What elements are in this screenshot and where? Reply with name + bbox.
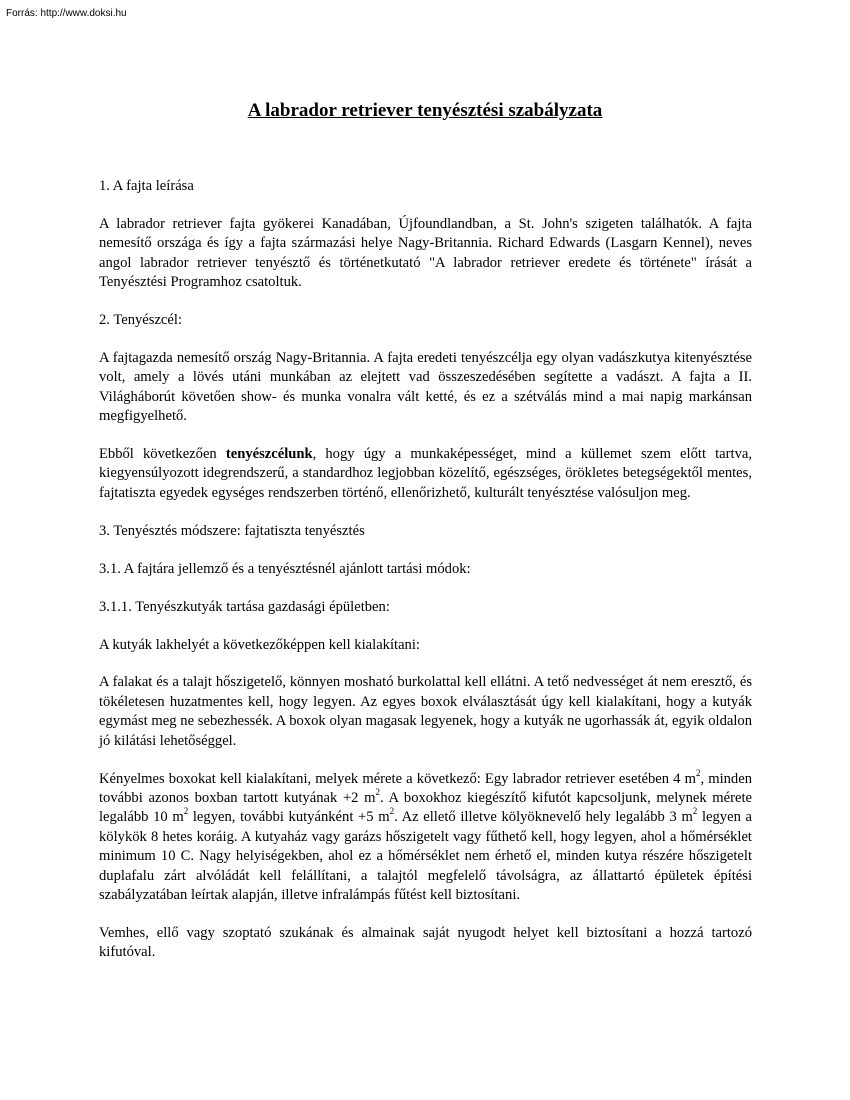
section-1-heading: 1. A fajta leírása: [99, 178, 194, 194]
superscript: 2: [183, 806, 189, 817]
text-run: , hogy úgy a munkaképességet, mind a küllemet szem előtt tartva, kiegyensúlyozott idegrendszerű, a standardhoz legjobban közelítő, egészséges, örökletes betegségektől mentes, fajtatiszta egyedek egységes rendszerben történő, ellenőrizhető, kulturált tenyésztése valósuljon meg.: [99, 446, 752, 501]
superscript: 2: [692, 806, 698, 817]
section-3-1-1-paragraph-walls: A falakat és a talajt hőszigetelő, könnyen mosható burkolattal kell ellátni. A tető nedvességet át nem eresztő, és tökéletesen huzatmentes kell, hogy legyen. Az egyes boxok elválasztását úgy kell kialakítani, hogy a kutyák egymást meg ne sebezhessék. A boxok olyan magasak legyenek, hogy a kutyák ne ugorhassák át, egyik oldalon jó kilátási lehetőséggel.: [99, 674, 752, 749]
section-3-heading: 3. Tenyésztés módszere: fajtatiszta tenyésztés: [99, 522, 365, 539]
section-2-paragraph-1: A fajtagazda nemesítő ország Nagy-Britannia. A fajta eredeti tenyészcélja egy olyan vadászkutya kitenyésztése volt, amely a lövés utáni munkában az elejtett vad összeszedésében segítette a vadászt. A fajta a II. Világháborút követően show- és munka vonalra vált ketté, és ez a szétválás mind a mai napig markánsan megfigyelhető.: [99, 349, 752, 425]
section-2-paragraph-2: [99, 445, 752, 503]
section-2-heading: 2. Tenyészcél:: [99, 312, 182, 329]
section-1-paragraph: A labrador retriever fajta gyökerei Kanadában, Újfoundlandban, a St. John's szigeten találhatók. A fajta nemesítő országa és így a fajta származási helye Nagy-Britannia. Richard Edwards (Lasgarn Kennel), neves angol labrador retriever tenyésztő és történetkutató "A labrador retriever eredete és története" írását a Tenyésztési Programhoz csatoltuk.: [99, 215, 752, 291]
source-note: Forrás: http://www.doksi.hu: [6, 8, 127, 19]
text-run: . Az ellető illetve kölyöknevelő hely legalább 3 m: [394, 809, 693, 826]
section-3-1-1-paragraph-pregnant: Vemhes, ellő vagy szoptató szukának és almainak saját nyugodt helyet kell biztosítani a hozzá tartozó kifutóval.: [99, 924, 752, 961]
superscript: 2: [375, 787, 380, 798]
text-run: , minden további azonos boxban tartott kutyának +2 m: [99, 770, 752, 806]
section-3-1-heading: 3.1. A fajtára jellemző és a tenyésztésnél ajánlott tartási módok:: [99, 560, 471, 577]
section-3-1-1-intro: A kutyák lakhelyét a következőképpen kell kialakítani:: [99, 636, 420, 653]
text-run: legyen, további kutyánként +5 m: [188, 809, 390, 826]
text-run: Kényelmes boxokat kell kialakítani, melyek mérete a következő: Egy labrador retriever esetében 4 m: [99, 770, 696, 787]
bold-term: tenyészcélunk: [225, 446, 313, 463]
text-run: . A boxokhoz kiegészítő kifutót kapcsoljunk, melynek mérete legalább 10 m: [99, 789, 753, 826]
superscript: 2: [389, 806, 395, 817]
document-body: [99, 177, 752, 981]
text-run: legyen a kölykök 8 hetes koráig. A kutyaház vagy garázs hőszigetelt vagy fűthető kell, hogy legyen, ahol a hőmérséklet minimum 10 C. Nagy helyiségekben, ahol ez a hőmérséklet nem érhető el, minden kutya részére hőszigetelt duplafalu zárt alvóládát kell felállítani, a talajtól megfelelő távolságra, az állattartó épületek építési szabályzatában leírtak alapján, illetve infralámpás fűtést kell biztosítani.: [99, 809, 753, 903]
text-run: Ebből következően: [99, 446, 226, 463]
page-title: A labrador retriever tenyésztési szabályzata: [247, 100, 603, 121]
section-3-1-1-paragraph-boxes: [99, 767, 753, 906]
section-3-1-1-heading: 3.1.1. Tenyészkutyák tartása gazdasági épületben:: [99, 598, 390, 615]
superscript: 2: [695, 767, 701, 778]
